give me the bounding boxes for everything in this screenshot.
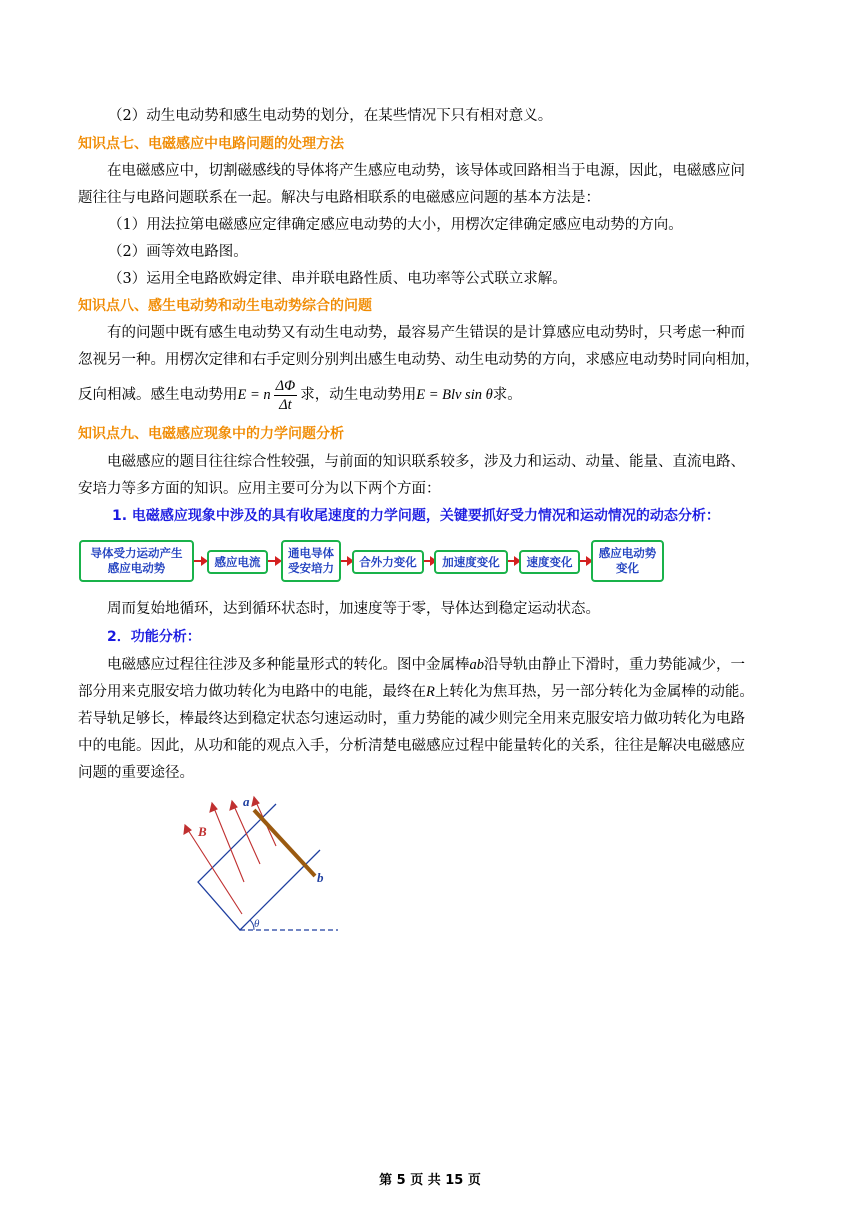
fraction-denominator: Δt <box>279 396 292 413</box>
flow-arrow <box>424 560 431 562</box>
paragraph-7b: 题往往与电路问题联系在一起。解决与电路相联系的电磁感应问题的基本方法是： <box>78 190 600 206</box>
magnetic-field-lines <box>184 797 276 914</box>
label-B-field: B <box>198 824 207 839</box>
text-segment: 求，动生电动势用 <box>300 387 417 403</box>
paragraph-9c: 周而复始地循环，达到循环状态时，加速度等于零，导体达到稳定运动状态。 <box>107 601 600 617</box>
text-segment: 部分用来克服安培力做功转化为电路中的电能，最终在 <box>78 684 426 700</box>
text-segment: 沿导轨由静止下滑时，重力势能减少，一 <box>484 657 745 673</box>
heading-7: 知识点七、电磁感应中电路问题的处理方法 <box>78 136 344 152</box>
paragraph-note: （2）动生电动势和感生电动势的划分，在某些情况下只有相对意义。 <box>108 108 553 124</box>
label-b: b <box>317 870 324 885</box>
page-footer: 第 5 页 共 15 页 <box>379 1173 481 1188</box>
flow-box-4: 合外力变化 <box>352 550 424 574</box>
flow-arrow <box>580 560 587 562</box>
subheading-2: 2．功能分析： <box>107 629 201 645</box>
flow-box-7: 感应电动势 变化 <box>591 540 664 582</box>
flow-box-5: 加速度变化 <box>434 550 508 574</box>
paragraph-10b <box>78 681 778 703</box>
flow-arrow <box>508 560 515 562</box>
paragraph-7d: （2）画等效电路图。 <box>108 244 248 260</box>
paragraph-7c: （1）用法拉第电磁感应定律确定感应电动势的大小，用楞次定律确定感应电动势的方向。 <box>108 217 683 233</box>
heading-8: 知识点八、感生电动势和动生电动势综合的问题 <box>78 298 372 314</box>
flow-arrow <box>194 560 202 562</box>
label-theta: θ <box>254 918 260 930</box>
paragraph-10c: 若导轨足够长，棒最终达到稳定状态匀速运动时，重力势能的减少则完全用来克服安培力做功转化为电路 <box>78 711 745 727</box>
paragraph-7a: 在电磁感应中，切割磁感线的导体将产生感应电动势，该导体或回路相当于电源，因此，电磁感应问 <box>107 163 745 179</box>
label-a: a <box>243 794 250 809</box>
paragraph-10a <box>107 654 807 676</box>
paragraph-8a: 有的问题中既有感生电动势又有动生电动势，最容易产生错误的是计算感应电动势时，只考虑一种而 <box>107 325 745 341</box>
paragraph-9b: 安培力等多方面的知识。应用主要可分为以下两个方面： <box>78 481 441 497</box>
incline-rail-figure <box>170 790 350 940</box>
math-R: R <box>426 684 435 700</box>
text-segment: 电磁感应过程往往涉及多种能量形式的转化。图中金属棒 <box>107 657 470 673</box>
paragraph-8c <box>78 373 778 417</box>
formula-motional: E = Blv sin θ <box>416 387 493 403</box>
paragraph-10d: 中的电能。因此，从功和能的观点入手，分析清楚电磁感应过程中能量转化的关系，往往是解决电磁感应 <box>78 738 745 754</box>
formula-faraday-fraction <box>274 377 298 414</box>
flow-arrow <box>341 560 348 562</box>
subheading-1: 1. 电磁感应现象中涉及的具有收尾速度的力学问题，关键要抓好受力情况和运动情况的动态分析： <box>112 508 720 524</box>
flow-arrow <box>268 560 276 562</box>
heading-9: 知识点九、电磁感应现象中的力学问题分析 <box>78 426 344 442</box>
rail-frame <box>198 804 320 930</box>
paragraph-8b: 忽视另一种。用楞次定律和右手定则分别判出感生电动势、动生电动势的方向，求感应电动势时同向相加， <box>78 352 760 368</box>
flow-box-3: 通电导体 受安培力 <box>281 540 341 582</box>
flow-box-6: 速度变化 <box>519 550 580 574</box>
paragraph-10e: 问题的重要途径。 <box>78 765 194 781</box>
flow-box-1: 导体受力运动产生 感应电动势 <box>79 540 194 582</box>
paragraph-9a: 电磁感应的题目往往综合性较强，与前面的知识联系较多，涉及力和运动、动量、能量、直流电路、 <box>107 454 745 470</box>
text-segment: 反向相减。感生电动势用 <box>78 387 238 403</box>
fraction-numerator: ΔΦ <box>275 377 296 394</box>
formula-faraday-lhs: E = n <box>237 387 271 403</box>
paragraph-7e: （3）运用全电路欧姆定律、串并联电路性质、电功率等公式联立求解。 <box>108 271 567 287</box>
math-ab: ab <box>469 657 484 673</box>
text-segment: 上转化为焦耳热，另一部分转化为金属棒的动能。 <box>434 684 754 700</box>
text-segment: 求。 <box>492 387 522 403</box>
metal-rod <box>254 810 315 876</box>
flow-box-2: 感应电流 <box>207 550 268 574</box>
